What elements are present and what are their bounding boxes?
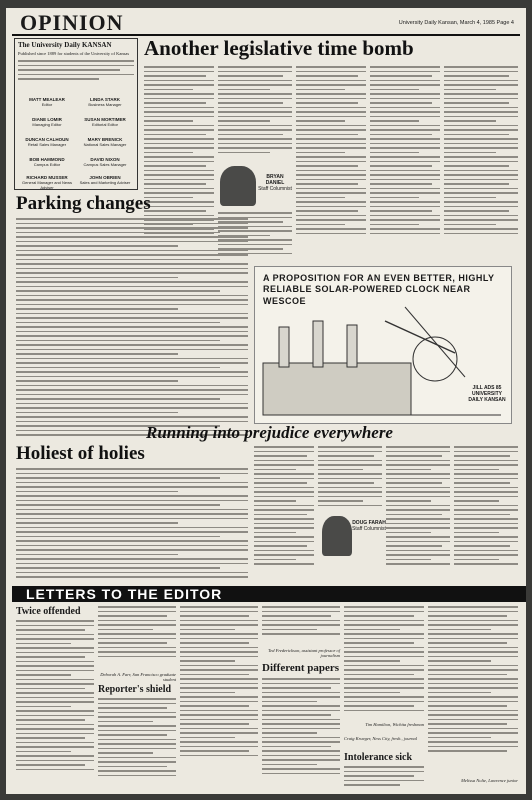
legislative-text-col5 [444,66,518,258]
farah-byline: DOUG FARAH Staff Columnist [352,520,386,532]
cartoon-caption: A PROPOSITION FOR AN EVEN BETTER, HIGHLY RELIABLE SOLAR-POWERED CLOCK NEAR WESCOE [263,273,495,306]
legislative-text-col2 [218,66,292,162]
letter-headline: Different papers [262,662,340,674]
letter-text [344,606,424,726]
letter-text [262,678,340,788]
staff-entry: MARY BRENICK National Sales Manager [83,137,127,147]
prejudice-headline: Running into prejudice everywhere [146,423,393,442]
letter-headline: Reporter's shield [98,684,172,695]
staff-entry: JOHN OBRIEN Sales and Marketing Adviser [79,175,131,185]
newspaper-page [6,8,526,794]
letter-text [98,698,176,790]
prejudice-text-col1 [254,446,314,580]
columnist-byline: BRYAN DANIEL Staff Columnist [258,174,292,192]
staff-entry: SUSAN MORTIMER Editorial Editor [84,117,126,127]
staff-box [14,38,138,190]
parking-headline: Parking changes [16,193,151,214]
kansan-title: The University Daily KANSAN [18,41,112,49]
farah-photo [322,516,352,556]
columnist-photo [220,166,256,206]
letters-banner: LETTERS TO THE EDITOR [12,586,526,602]
staff-entry: BOB HAMMOND Campus Editor [29,157,65,167]
prejudice-text-col4 [454,446,518,580]
cartoon-credit: JILL ADS 85 UNIVERSITY DAILY KANSAN [468,385,506,403]
staff-entry: DAVID NIXON Campus Sales Manager [83,157,127,167]
holiest-headline: Holiest of holies [16,443,145,464]
staff-entry: DIANE LOMIR Managing Editor [32,117,62,127]
legislative-headline: Another legislative time bomb [144,36,414,60]
letter-signature: Craig Krueger, Ness City, fresh., journal [344,736,417,741]
letter-text [16,620,94,790]
prejudice-text-col2 [318,446,382,580]
letter-text [98,606,176,676]
staff-entry: LINDA STARK Business Manager [88,97,122,107]
letter-signature: Ted Frederickson, assistant professor of journalism [268,648,340,658]
staff-entry: DUNCAN CALHOUN Retail Sales Manager [25,137,69,147]
section-title: OPINION [20,10,124,35]
kansan-subtitle: Published since 1889 for students of the University of Kansas [18,51,130,56]
letter-text [180,606,258,780]
letter-text [262,606,340,648]
letter-signature: Deborah A. Farr, San Francisco graduate student [100,672,176,682]
letter-text [344,766,424,790]
legislative-text-col3 [296,66,366,258]
letter-text [428,606,518,774]
holiest-text [16,468,248,580]
staff-entry: MATT MEALEAR Editor [29,97,65,107]
staff-entry: RICHARD MUSSER General Manager and News Adviser [21,175,73,190]
prejudice-text-col3 [386,446,450,580]
issue-info: University Daily Kansan, March 4, 1985 Page 4 [398,20,514,26]
masthead [12,8,520,36]
letter-headline: Intolerance sick [344,752,413,763]
editorial-cartoon [254,266,512,424]
letter-headline: Twice offended [16,606,81,617]
parking-text [16,218,248,438]
letter-signature: Melissa Nolte, Lawrence junior [461,778,518,783]
letter-signature: Tim Hamilton, Wichita freshman [365,722,424,727]
legislative-text-col4 [370,66,440,258]
